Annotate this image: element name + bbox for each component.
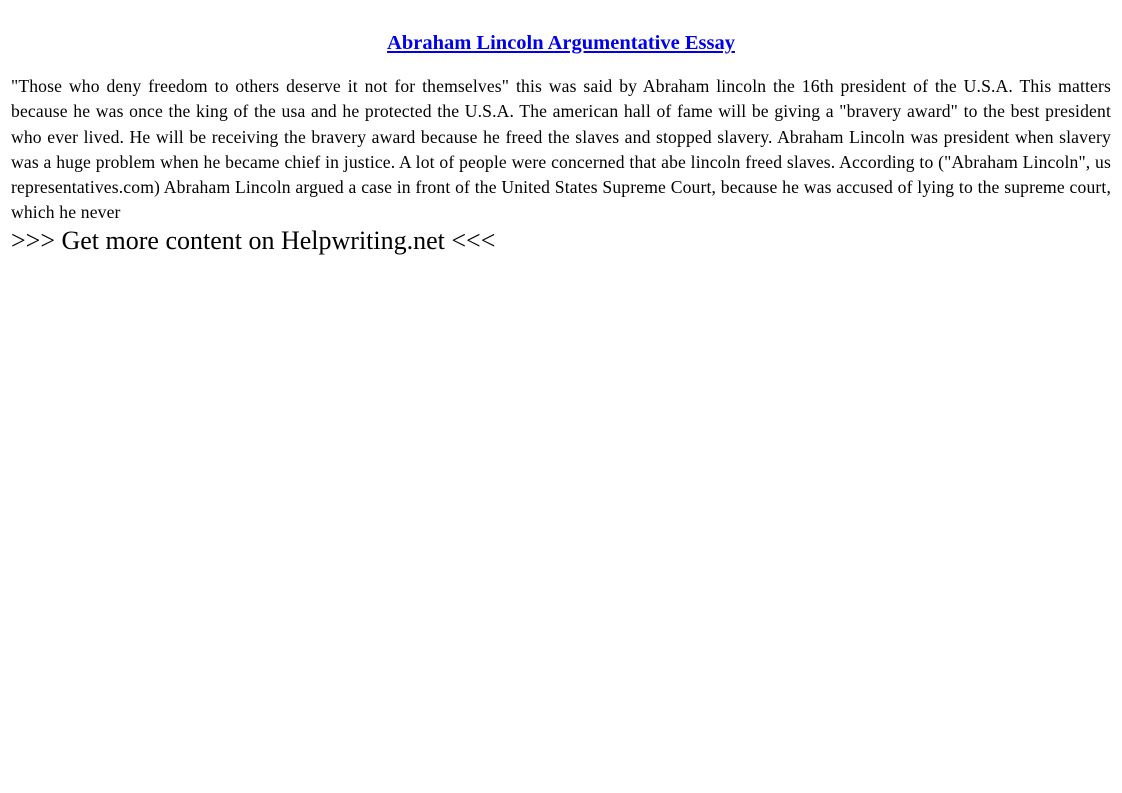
- document-title-link[interactable]: Abraham Lincoln Argumentative Essay: [387, 32, 735, 54]
- title-container: [11, 32, 1111, 56]
- promo-link[interactable]: >>> Get more content on Helpwriting.net <<<: [11, 225, 496, 255]
- essay-body-text: "Those who deny freedom to others deserve it not for themselves" this was said by Abraham lincoln the 16th president of the U.S.A. This matters because he was once the king of the usa and he protected the U.S.A. The american hall of fame will be giving a "bravery award" to the best president who ever lived. He will be receiving the bravery award because he freed the slaves and stopped slavery. Abraham Lincoln was president when slavery was a huge problem when he became chief in justice. A lot of people were concerned that abe lincoln freed slaves. According to ("Abraham Lincoln", us representatives.com) Abraham Lincoln argued a case in front of the United States Supreme Court, because he was accused of lying to the supreme court, which he never: [11, 76, 1111, 223]
- document-page: [11, 0, 1111, 256]
